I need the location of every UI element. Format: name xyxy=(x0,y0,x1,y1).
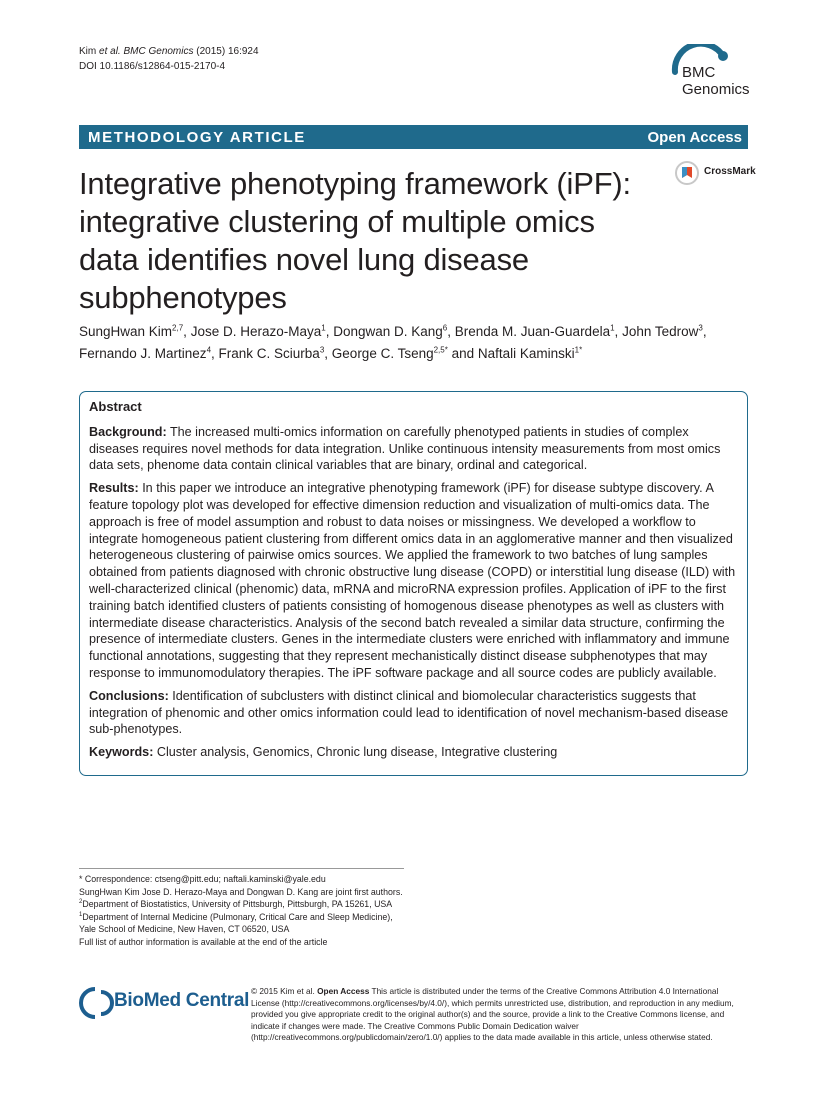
license-statement xyxy=(251,986,748,1044)
title-line: data identifies novel lung disease xyxy=(79,242,529,277)
conclusions-label: Conclusions: xyxy=(89,688,169,703)
citation-authors: Kim xyxy=(79,46,97,57)
author-affiliation: 2,5* xyxy=(433,345,448,355)
logo-genomics: Genomics xyxy=(682,81,750,98)
copyright: © 2015 Kim et al. xyxy=(251,986,315,996)
article-citation xyxy=(79,44,259,74)
article-type: METHODOLOGY ARTICLE xyxy=(88,128,306,146)
logo-bmc: BMC xyxy=(682,64,716,81)
open-access-label: Open Access xyxy=(647,128,742,146)
publisher-logo-text: BioMed Central xyxy=(114,990,250,1011)
title-line: subphenotypes xyxy=(79,280,287,315)
license-text: This article is distributed under the terms of the Creative Commons Attribution 4.0 International License (http://creativecommons.org/licenses/by/4.0/), which permits unrestricted use, distribution, and reproduction in any medium, provided you give appropriate credit to the original author(s) and the source, provide a link to the Creative Commons license, and indicate if changes were made. The Creative Commons Public Domain Dedication waiver (http://creativecommons.org/publicdomain/zero/1.0/) applies to the data made available in this article, unless otherwise stated. xyxy=(251,986,734,1043)
author-affiliation: 1* xyxy=(574,345,583,355)
affiliation-1: $^1$Department of Internal Medicine (Pulmonary, Critical Care and Sleep Medicine), Yale School of Medicine, New Haven, CT 06520, USA xyxy=(79,911,393,934)
keywords-label: Keywords: xyxy=(89,745,154,760)
keywords-text: Cluster analysis, Genomics, Chronic lung disease, Integrative clustering xyxy=(156,745,558,760)
crossmark-label[interactable]: CrossMark xyxy=(704,166,756,177)
journal-logo-text xyxy=(682,64,750,98)
title-line: integrative clustering of multiple omics xyxy=(79,204,595,239)
abstract-keywords xyxy=(89,744,739,761)
author-list: SungHwan Kim$^{2,7}$, Jose D. Herazo-Maya$^1$, Dongwan D. Kang$^6$, Brenda M. Juan-Guardela$^1$, John Tedrow$^3$, Fernando J. Martinez$^4$, Frank C. Sciurba$^3$, George C. Tseng$^{2,5*}$ and Naftali Kaminski$^{1*}$ xyxy=(79,323,707,361)
author-name: John Tedrow xyxy=(622,324,699,339)
author-name: Dongwan D. Kang xyxy=(333,324,443,339)
article-title xyxy=(79,165,659,317)
abstract-heading: Abstract xyxy=(89,399,142,414)
footnotes xyxy=(79,873,409,948)
citation-volume: (2015) 16:924 xyxy=(193,46,259,57)
author-affiliation: 4 xyxy=(206,345,212,355)
results-label: Results: xyxy=(89,481,139,496)
abstract-conclusions xyxy=(89,688,739,738)
author-name: Jose D. Herazo-Maya xyxy=(190,324,322,339)
abstract-results xyxy=(89,480,739,682)
abstract-background xyxy=(89,424,739,474)
author-affiliation: 6 xyxy=(442,323,448,333)
author-affiliation: 1 xyxy=(610,323,615,333)
author-name: Fernando J. Martinez xyxy=(79,346,207,361)
author-affiliation: 1 xyxy=(321,323,326,333)
results-text: In this paper we introduce an integrative phenotyping framework (iPF) for disease subtype discovery. A feature topology plot was developed for effective dimension reduction and visualization of multi-omics data. The approach is free of model assumption and robust to data noises or missingness. We developed a workflow to integrate homogeneous patient clustering from different omics data in an agglomerative manner and then visualized heterogeneous clustering of pairwise omics sources. We applied the framework to two batches of lung samples obtained from patients diagnosed with chronic obstructive lung disease (COPD) or interstitial lung disease (ILD) with well-characterized clinical (phenomic) data, mRNA and microRNA expression profiles. Application of iPF to the first training batch identified clusters of patients consisting of homogenous disease phenotypes as well as clusters with intermediate disease characteristics. Analysis of the second batch revealed a similar data structure, confirming the presence of intermediate clusters. Genes in the intermediate clusters were enriched with inflammatory and immune functional annotations, suggesting that they represent mechanistically distinct disease subphenotypes that may response to immunomodulatory therapies. The iPF software package and all source codes are publicly available. xyxy=(89,481,736,680)
license-open-access: Open Access xyxy=(317,986,370,996)
footnote-divider xyxy=(79,868,404,869)
author-affiliation: 3 xyxy=(698,323,703,333)
full-author-info-note: Full list of author information is available at the end of the article xyxy=(79,936,328,947)
joint-authors-note: SungHwan Kim Jose D. Herazo-Maya and Dongwan D. Kang are joint first authors. xyxy=(79,886,403,897)
correspondence: * Correspondence: ctseng@pitt.edu; naftali.kaminski@yale.edu xyxy=(79,874,326,884)
author-affiliation: 2,7 xyxy=(172,323,184,333)
title-line: Integrative phenotyping framework (iPF): xyxy=(79,166,631,201)
background-text: The increased multi-omics information on carefully phenotyped patients in studies of complex diseases requires novel methods for data integration. Unlike continuous intensity measurements from most omics data sets, phenome data contain clinical variables that are binary, ordinal and categorical. xyxy=(89,424,721,473)
affiliation-2: $^2$Department of Biostatistics, University of Pittsburgh, Pittsburgh, PA 15261, USA xyxy=(79,899,393,909)
author-name: Brenda M. Juan-Guardela xyxy=(454,324,611,339)
conclusions-text: Identification of subclusters with distinct clinical and biomolecular characteristics suggests that integration of phenomic and other omics information could lead to identification of novel mechanism-based disease sub-phenotypes. xyxy=(89,688,729,737)
author-name: SungHwan Kim xyxy=(79,324,173,339)
author-affiliation: 3 xyxy=(319,345,325,355)
doi: DOI 10.1186/s12864-015-2170-4 xyxy=(79,61,226,72)
background-label: Background: xyxy=(89,424,167,439)
citation-journal: et al. BMC Genomics xyxy=(99,46,194,57)
author-name: Frank C. Sciurba xyxy=(218,346,320,361)
author-name: Naftali Kaminski xyxy=(477,346,575,361)
author-name: George C. Tseng xyxy=(331,346,434,361)
article-type-banner xyxy=(79,125,748,149)
abstract-box xyxy=(79,391,748,776)
